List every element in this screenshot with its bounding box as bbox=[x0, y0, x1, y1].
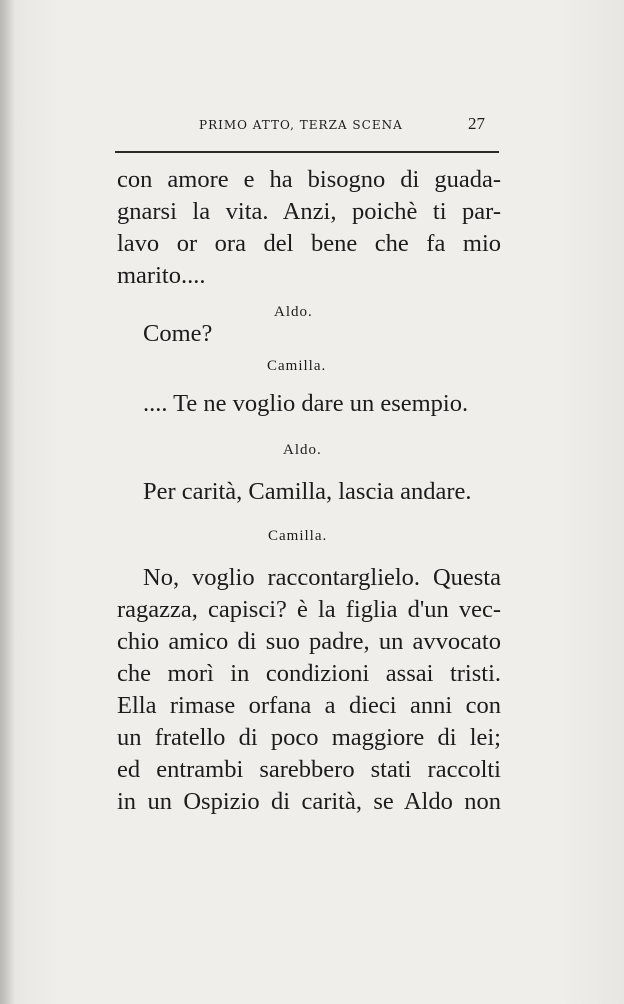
text-line: con amore e ha bisogno di guada- bbox=[117, 166, 501, 193]
text-line: chio amico di suo padre, un avvocato bbox=[117, 628, 501, 655]
text-line: in un Ospizio di carità, se Aldo non bbox=[117, 788, 501, 815]
binding-shadow bbox=[0, 0, 14, 1004]
text-line: No, voglio raccontarglielo. Questa bbox=[143, 564, 501, 591]
speaker-name: Camilla. bbox=[268, 528, 328, 544]
text-line: Ella rimase orfana a dieci anni con bbox=[117, 692, 501, 719]
text-line: lavo or ora del bene che fa mio bbox=[117, 230, 501, 257]
page-number: 27 bbox=[468, 114, 485, 133]
dialogue-line: .... Te ne voglio dare un esempio. bbox=[143, 390, 469, 417]
speaker-name: Camilla. bbox=[267, 358, 327, 374]
dialogue-line: Come? bbox=[143, 320, 213, 347]
text-line: ed entrambi sarebbero stati raccolti bbox=[117, 756, 501, 783]
dialogue-line: Per carità, Camilla, lascia andare. bbox=[143, 478, 472, 505]
text-line: marito.... bbox=[117, 262, 206, 289]
text-line: che morì in condizioni assai tristi. bbox=[117, 660, 501, 687]
speaker-name: Aldo. bbox=[283, 442, 322, 458]
speaker-name: Aldo. bbox=[274, 304, 313, 320]
header-rule bbox=[115, 151, 499, 153]
text-line: un fratello di poco maggiore di lei; bbox=[117, 724, 501, 751]
text-line: ragazza, capisci? è la figlia d'un vec- bbox=[117, 596, 501, 623]
running-head: PRIMO ATTO, TERZA SCENA bbox=[199, 118, 403, 132]
text-line: gnarsi la vita. Anzi, poichè ti par- bbox=[117, 198, 501, 225]
